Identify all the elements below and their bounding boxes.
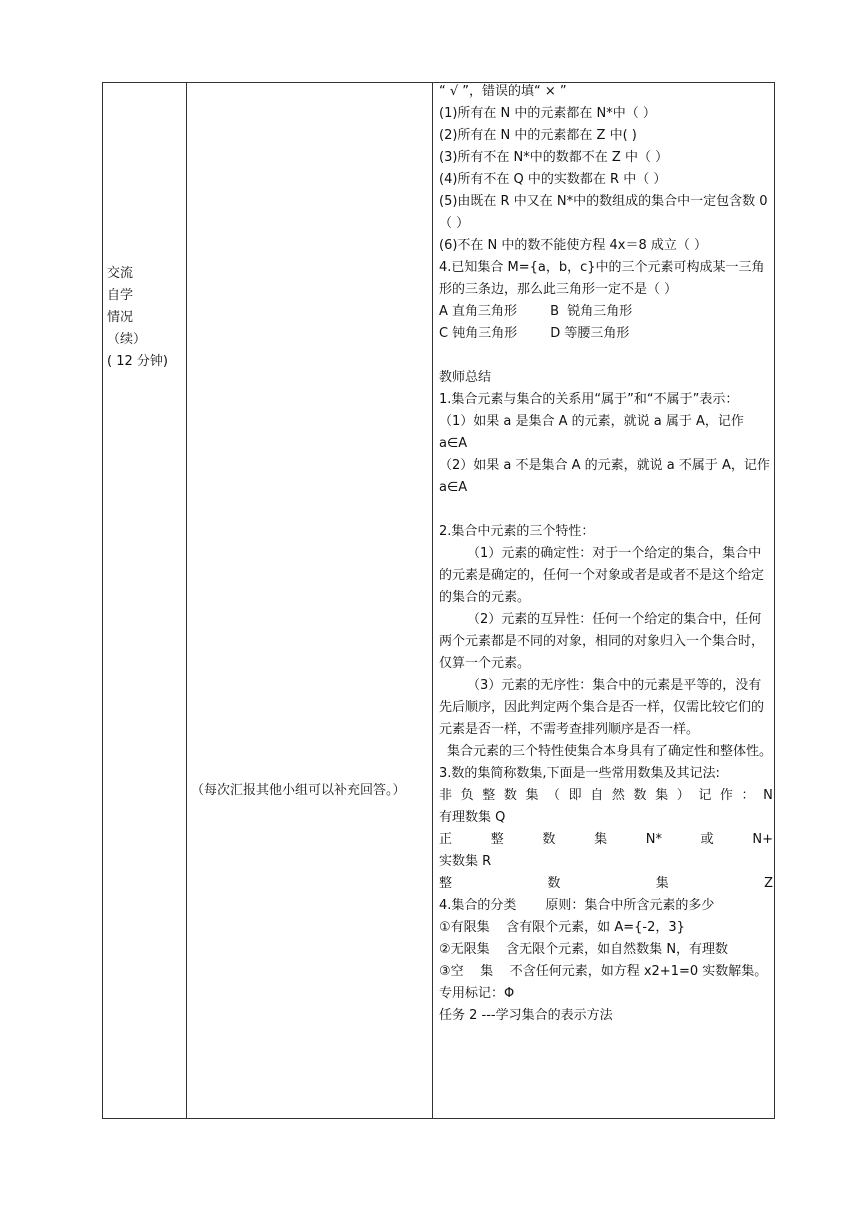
- summary-point-2-1: （1）元素的确定性：对于一个给定的集合，集合中的元素是确定的，任何一个对象或者是或者不是这个给定的集合的元素。: [439, 546, 765, 605]
- column-divider-2: [432, 83, 433, 1118]
- stage-label-line: ( 12 分钟): [107, 354, 168, 369]
- number-set-natural: [439, 785, 773, 807]
- spread-char: N*: [645, 832, 662, 847]
- spacer: [439, 499, 773, 521]
- lesson-table: [102, 82, 775, 1119]
- finite-set-line: ①有限集 含有限个元素，如 A={-2，3}: [439, 920, 685, 935]
- number-set-positive-integer: [439, 829, 773, 851]
- exercise-item: (2)所有在 N 中的元素都在 Z 中( ): [439, 128, 637, 143]
- spread-char: 或: [700, 832, 714, 847]
- question-4-options: A 直角三角形 B 锐角三角形: [439, 304, 633, 319]
- summary-title: 教师总结: [439, 370, 492, 385]
- stage-label-line: 交流: [107, 266, 134, 281]
- summary-point-2: 2.集合中元素的三个特性：: [439, 524, 595, 539]
- spread-char: 数: [633, 788, 647, 803]
- report-note: （每次汇报其他小组可以补充回答。）: [191, 783, 406, 798]
- spread-char: N: [763, 788, 773, 803]
- spread-char: 集: [525, 788, 539, 803]
- student-activity-cell: [191, 780, 427, 802]
- task-2-heading: 任务 2 ---学习集合的表示方法: [439, 1008, 613, 1023]
- spread-char: N+: [752, 832, 773, 847]
- number-set-real: 实数集 R: [439, 854, 492, 869]
- spread-char: 整: [482, 788, 496, 803]
- spread-char: 然: [611, 788, 625, 803]
- spread-char: ：: [741, 788, 755, 803]
- column-divider-1: [186, 83, 187, 1118]
- number-set-integer: [439, 873, 773, 895]
- exercise-item: (4)所有不在 Q 中的实数都在 R 中（ ）: [439, 172, 667, 187]
- stage-label-line: （续）: [107, 332, 147, 347]
- spread-char: 整: [490, 832, 504, 847]
- summary-point-3: 3.数的集简称数集,下面是一些常用数集及其记法:: [439, 766, 720, 781]
- spread-char: ）: [676, 788, 690, 803]
- spread-char: 整: [439, 876, 453, 891]
- spread-char: 即: [568, 788, 582, 803]
- spread-char: 非: [439, 788, 453, 803]
- exercise-intro: “ √ ”，错误的填“ × ”: [439, 84, 567, 99]
- summary-point-2-3: （3）元素的无序性：集合中的元素是平等的，没有先后顺序，因此判定两个集合是否一样，仅需比较它们的元素是否一样，不需考查排列顺序是否一样。: [439, 678, 765, 737]
- spread-char: 作: [719, 788, 733, 803]
- teacher-content-cell: [439, 81, 773, 1027]
- stage-label-line: 情况: [107, 310, 134, 325]
- spread-char: （: [547, 788, 561, 803]
- exercise-item: (6)不在 N 中的数不能使方程 4x＝8 成立（ ）: [439, 238, 708, 253]
- exercise-item: (3)所有不在 N*中的数都不在 Z 中（ ）: [439, 150, 669, 165]
- stage-label-line: 自学: [107, 288, 134, 303]
- infinite-set-line: ②无限集 含无限个元素，如自然数集 N，有理数: [439, 942, 729, 957]
- stage-label-cell: [107, 263, 181, 373]
- summary-point-2-note: 集合元素的三个特性使集合本身具有了确定性和整体性。: [447, 744, 773, 759]
- spread-char: 正: [439, 832, 453, 847]
- question-4: 4.已知集合 M={a，b，c}中的三个元素可构成某一三角形的三条边，那么此三角形一定不是（ ）: [439, 260, 765, 297]
- number-set-rational: 有理数集 Q: [439, 810, 506, 825]
- spread-char: 负: [460, 788, 474, 803]
- spread-char: 集: [655, 876, 669, 891]
- spread-char: 集: [655, 788, 669, 803]
- spread-char: 集: [594, 832, 608, 847]
- summary-point-1a: （1）如果 a 是集合 A 的元素，就说 a 属于 A，记作 a∈A: [439, 414, 744, 451]
- exercise-item: (5)由既在 R 中又在 N*中的数组成的集合中一定包含数 0（ ）: [439, 194, 768, 231]
- spread-char: 数: [503, 788, 517, 803]
- spread-char: Z: [764, 876, 773, 891]
- spacer: [439, 345, 773, 367]
- exercise-item: (1)所有在 N 中的元素都在 N*中（ ）: [439, 106, 656, 121]
- spread-char: 自: [590, 788, 604, 803]
- empty-set-line: ③空 集 不含任何元素，如方程 x2+1=0 实数解集。专用标记：Φ: [439, 964, 768, 1001]
- spread-char: 记: [698, 788, 712, 803]
- summary-point-4: 4.集合的分类 原则：集合中所含元素的多少: [439, 898, 715, 913]
- question-4-options: C 钝角三角形 D 等腰三角形: [439, 326, 630, 341]
- spread-char: 数: [542, 832, 556, 847]
- summary-point-2-2: （2）元素的互异性：任何一个给定的集合中，任何两个元素都是不同的对象，相同的对象归入一个集合时，仅算一个元素。: [439, 612, 765, 671]
- summary-point-1b: （2）如果 a 不是集合 A 的元素，就说 a 不属于 A，记作 a∈A: [439, 458, 770, 495]
- summary-point-1: 1.集合元素与集合的关系用“属于”和“不属于”表示：: [439, 392, 739, 407]
- spread-char: 数: [547, 876, 561, 891]
